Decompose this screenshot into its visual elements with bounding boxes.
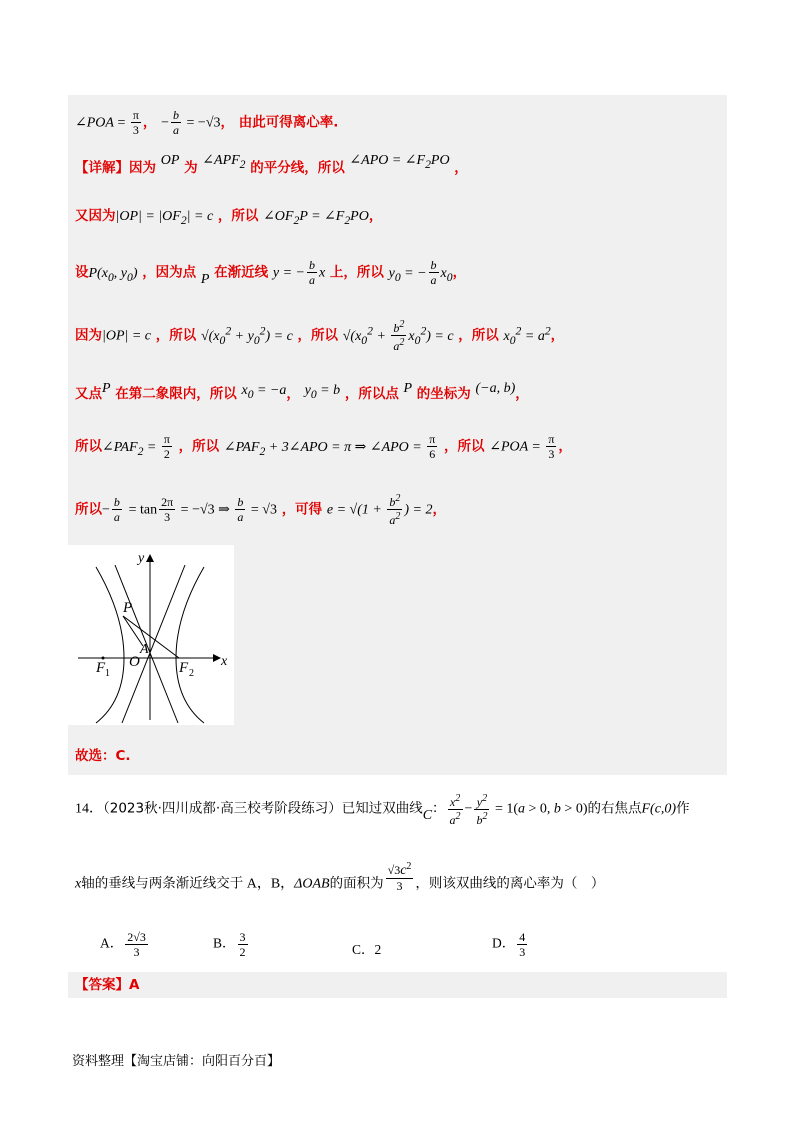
label-O: O xyxy=(129,654,140,670)
asymptote-2 xyxy=(122,565,185,723)
x-axis-label: x xyxy=(221,654,228,669)
hyperbola-left-branch xyxy=(96,567,124,723)
answer-shaded-block xyxy=(68,972,727,998)
solution-line-5: 又点P 在第二象限内，所以 $x_0 = -a$， $y_0 = b$ ，所以点 P 的坐标为 (−a, b)， xyxy=(75,381,529,402)
hyperbola-right-branch xyxy=(176,567,204,723)
question-stem-line-2: x轴的垂线与两条渐近线交于 A，B，ΔOAB的面积为 $\frac{√3c^2}{3}$ ，则该双曲线的离心率为（ ） xyxy=(75,861,605,893)
label-F2: F xyxy=(179,660,189,676)
option-A[interactable]: A． $\frac{2√3}{3}$ xyxy=(100,930,146,959)
solution-line-4: 因为|OP| = c ，所以 $√(x_0^2 + y_0^2) = c$ ，所以 $√(x_0^2$ + $\frac{b^2}{a^2}$ $x_0^2) = c$ ，所以 $x_0^2 = a^2$， xyxy=(75,319,565,353)
hyperbola-figure xyxy=(68,545,234,725)
solution-line-6: 所以$\angle PAF_2$ = $\frac{\pi}{2}$ ，所以 $\angle PAF_2$ + 3∠APO = π ⇒ ∠APO = $\frac{\pi}{6}$ ，所以 ∠POA = $\frac{\pi}{3}$ ， xyxy=(75,432,572,461)
option-B[interactable]: B． $\frac{3}{2}$ xyxy=(213,930,246,959)
label-F2-sub: 2 xyxy=(189,668,194,679)
question-stem-line-1: 14．（2023秋·四川成都·高三校考阶段练习）已知过双曲线C： $\frac{x^2}{a^2}$ − $\frac{y^2}{b^2}$ = 1(a > 0, b > 0)的右焦点F(c,0)作 xyxy=(75,793,690,827)
label-A: A xyxy=(140,642,149,657)
solution-line-1: 【详解】因为 OP 为 $\angle APF_2$ 的平分线，所以 ∠APO = $\angle F_2PO$ ， xyxy=(75,153,468,176)
label-F1: F xyxy=(96,660,106,676)
y-axis-label: y xyxy=(138,551,145,566)
solution-line-2: 又因为$|OP| = |OF_2| = c$ ，所以 $\angle OF_2P$ = $\angle F_2PO$， xyxy=(75,208,383,227)
option-D[interactable]: D． $\frac{4}{3}$ xyxy=(492,930,526,959)
solution-line-3: 设$P(x_0$, $y_0$) ，因为点 P 在渐近线 y = − $\frac{b}{a}$ x 上，所以 $y_0$ = − $\frac{b}{a}$ $x_0$， xyxy=(75,258,467,287)
label-P: P xyxy=(123,600,133,616)
label-F1-sub: 1 xyxy=(105,668,110,679)
page-footer: 资料整理【淘宝店铺：向阳百分百】 xyxy=(72,1054,281,1069)
solution-line-7: 所以− $\frac{b}{a}$ = tan $\frac{2\pi}{3}$ = −√3 ⇒ $\frac{b}{a}$ = √3 ，可得 e = √(1 + $\frac{b^2}{a^2}$ ) = 2， xyxy=(75,493,446,527)
answer-value: A xyxy=(129,977,140,993)
answer-line xyxy=(75,975,139,995)
hyperbola-diagram xyxy=(68,545,234,725)
answer-choice-line: 故选：C. xyxy=(75,748,131,764)
solution-line-0: ∠POA = $\frac{\pi}{3}$ ， − $\frac{b}{a}$ = −√3， 由此可得离心率. xyxy=(75,108,339,137)
answer-tag: 【答案】 xyxy=(75,977,129,993)
segment-PF2 xyxy=(123,616,179,658)
option-C[interactable]: C．2 xyxy=(352,942,382,957)
